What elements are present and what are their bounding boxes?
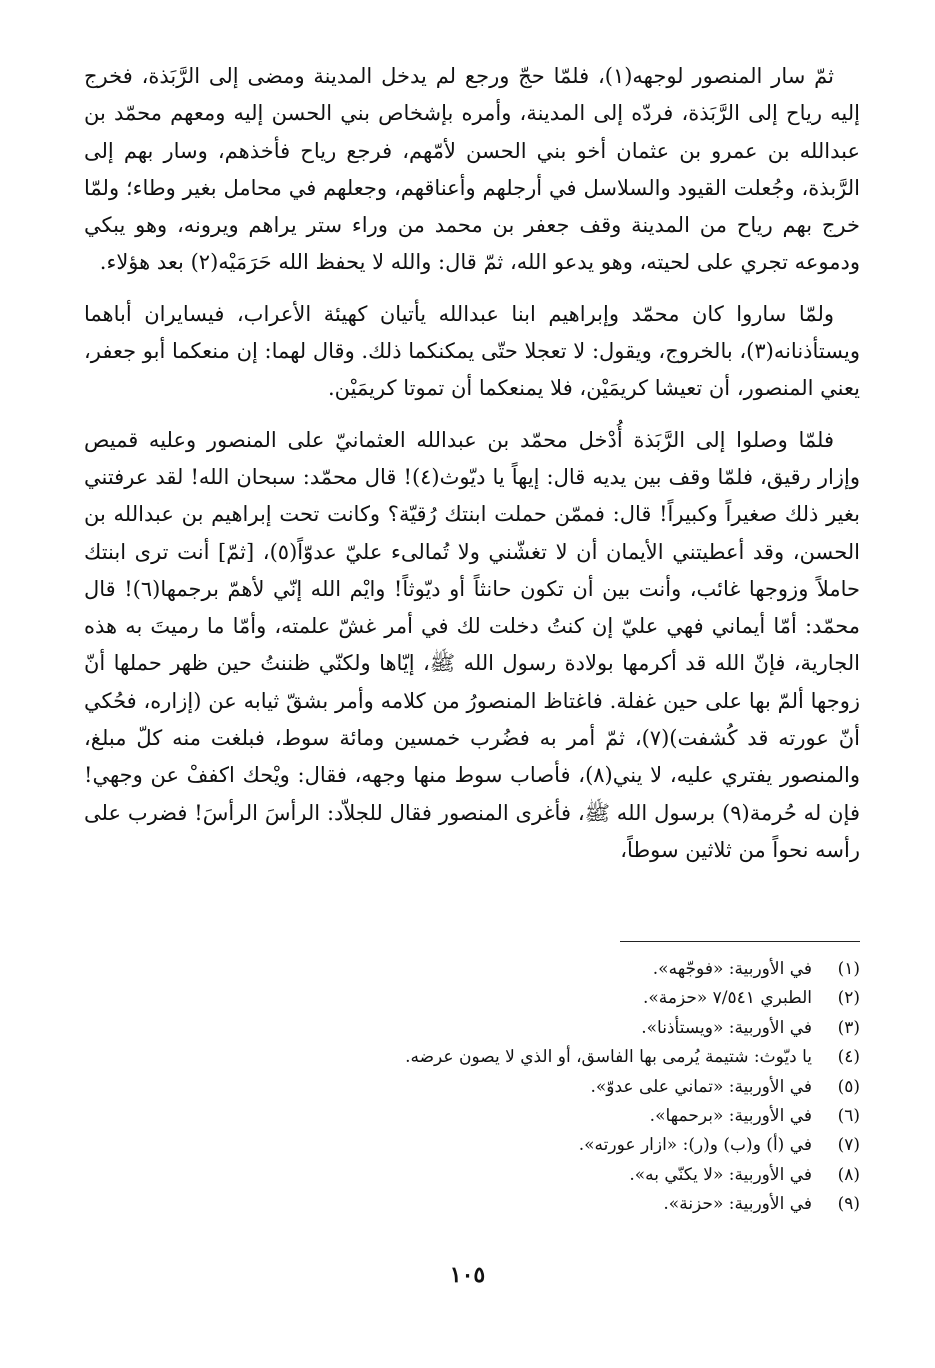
footnote-number: (٨) [837,1164,860,1185]
footnote-text: في الأوربية: «تماني على عدوّ». [590,1076,812,1097]
footnote-text: في الأوربية: «حزنة». [663,1194,812,1215]
footnote-number: (٧) [837,1135,860,1156]
footnote [300,1190,860,1219]
main-text [84,58,860,869]
footnote [300,1161,860,1190]
footnote [300,1102,860,1131]
paragraph-3: فلمّا وصلوا إلى الرَّبَذة أُدْخل محمّد بن عبدالله العثمانيّ على المنصور وعليه قميص وإزار رقيق، فلمّا وقف بين يديه قال: إيهاً يا ديّوث(٤)! قال محمّد: سبحان الله! لقد عرفتني بغير ذلك صغيراً وكبيراً! قال: فممّن حملت ابنتك رُقيّة؟ وكانت تحت إبراهيم بن عبدالله بن الحسن، وقد أعطيتني الأيمان أن لا تغشّني ولا تُمالىء عليّ عدوّاً(٥)، [ثمّ] أنت ترى ابنتك حاملاً وزوجها غائب، وأنت بين أن تكون حانثاً أو ديّوثاً! وايْم الله إنّي لأهمّ برجمها(٦)! قال محمّد: أمّا أيماني فهي عليّ إن كنتُ دخلت لك في أمر غشّ علمته، وأمّا ما رميتَ به هذه الجارية، فإنّ الله قد أكرمها بولادة رسول الله ﷺ، إيّاها ولكنّي ظننتُ حين ظهر حملها أنّ زوجها ألمّ بها على حين غفلة. فاغتاظ المنصورُ من كلامه وأمر بشقّ ثيابه عن (إزاره، فحُكي أنّ عورته قد كُشفت)(٧)، ثمّ أمر به فضُرب خمسين ومائة سوط، فبلغت منه كلّ مبلغ، والمنصور يفتري عليه، لا يني(٨)، فأصاب سوط منها وجهه، فقال: ويْحك اكففْ عن وجهي! فإن له حُرمة(٩) برسول الله ﷺ، فأغرى المنصور فقال للجلاّد: الرأسَ الرأسَ! فضرب على رأسه نحواً من ثلاثين سوطاً، [84,427,860,862]
footnote-text: في الأوربية: «برحمها». [649,1105,812,1126]
footnote-number: (٢) [837,988,860,1009]
paragraph-2: ولمّا ساروا كان محمّد وإبراهيم ابنا عبدالله يأتيان كهيئة الأعراب، فيسايران أباهما ويستأذنانه(٣)، بالخروج، ويقول: لا تعجلا حتّى يمكنكما ذلك. وقال لهما: إن منعكما أبو جعفر، يعني المنصور، أن تعيشا كريمَيْن، فلا يمنعكما أن تموتا كريمَيْن. [84,301,860,401]
footnote-number: (٦) [837,1105,860,1126]
footnote-text: في الأوربية: «فوجّهه». [652,959,812,979]
footnote [300,1014,860,1043]
footnote-number: (١) [837,959,860,979]
footnote [300,955,860,984]
footnote-number: (٣) [837,1017,860,1038]
footnotes-list [300,955,860,1220]
footnote-text: يا ديّوث: شتيمة يُرمى بها الفاسق، أو الذي لا يصون عرضه. [405,1047,812,1068]
footnote [300,1043,860,1072]
footnote-text: في الأوربية: «لا يكنّي به». [629,1164,812,1185]
footnote [300,1131,860,1160]
footnote-separator [620,941,860,942]
footnote-text: في (أ) و(ب) و(ر): «ازار عورته». [578,1135,812,1156]
page-number: ١٠٥ [449,1262,486,1288]
paragraph-1: ثمّ سار المنصور لوجهه(١)، فلمّا حجّ ورجع لم يدخل المدينة ومضى إلى الرَّبَذة، فخرج إليه رياح إلى الرَّبَذة، فردّه إلى المدينة، وأمره بإشخاص بني الحسن إليه ومعهم محمّد بن عبدالله بن عمرو بن عثمان أخو بني الحسن لأمّهم، فرجع رياح فأخذهم، وسار بهم إلى الرَّبذة، وجُعلت القيود والسلاسل في أرجلهم وأعناقهم، وجعلهم في محامل بغير وطاء؛ ولمّا خرج بهم رياح من المدينة وقف جعفر بن محمد من وراء ستر يراهم ويرونه، وهو يبكي ودموعه تجري على لحيته، وهو يدعو الله، ثمّ قال: والله لا يحفظ الله حَرَمَيْه(٢) بعد هؤلاء. [84,64,860,275]
footnote [300,984,860,1013]
footnote-number: (٩) [837,1194,860,1215]
footnote-number: (٤) [837,1047,860,1068]
footnote-text: الطبري ٧/٥٤١ «حزمة». [642,988,812,1009]
footnote-text: في الأوربية: «ويستأذنا». [641,1017,812,1038]
footnote-number: (٥) [837,1076,860,1097]
footnote [300,1073,860,1102]
